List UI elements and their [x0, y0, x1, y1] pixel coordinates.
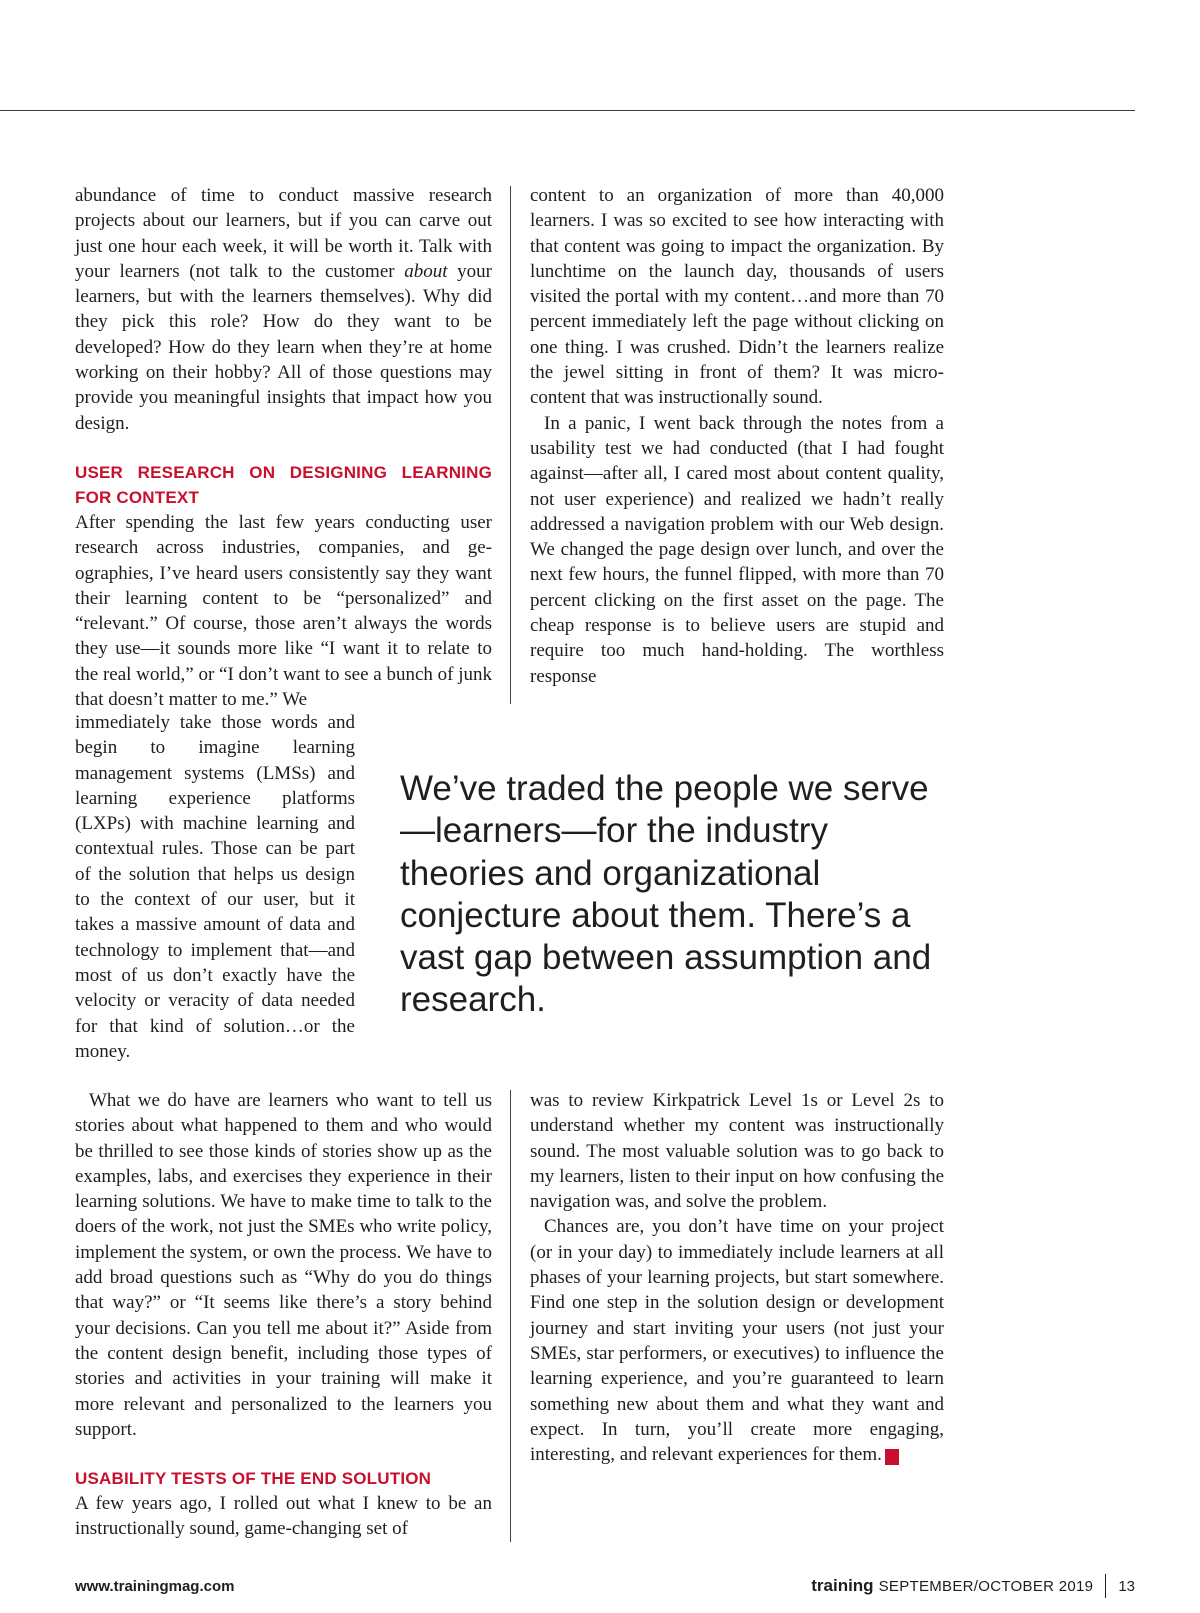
footer-folio	[811, 1574, 1135, 1598]
left-column-bottom	[75, 1088, 492, 1542]
paragraph: What we do have are learners who want to tell us stories about what happened to them and who would be thrilled to see those kinds of stories show up as the examples, labs, and exercises they experience in their learning solutions. We have to make time to talk to the doers of the work, not just the SMEs who write policy, implement the system, or own the process. We have to add broad questions such as “Why do you do things that way?” or “It seems like there’s a story behind your decisions. Can you tell me about it?” Aside from the content design benefit, including those types of stories and activities in your training will make it more relevant and personalized to the learners you support.	[75, 1090, 492, 1440]
section-heading-user-research: USER RESEARCH ON DESIGNING LEARNING FOR CONTEXT	[75, 462, 492, 507]
footer-divider	[1105, 1574, 1106, 1598]
paragraph: immediately take those words and begin to imagine learning management systems (LMSs) and learning experience platforms (LXPs) with machine learning and contextual rules. Those can be part of the solution that helps us design to the context of our user, but it takes a massive amount of data and technology to implement that—and most of us don’t exactly have the velocity or veracity of data needed for that kind of solution…or the money.	[75, 712, 355, 1062]
issue-date: SEPTEMBER/OCTOBER 2019	[878, 1577, 1094, 1595]
magazine-brand: training	[811, 1576, 874, 1595]
paragraph: was to review Kirkpatrick Level 1s or Level 2s to understand whether my content was instructionally sound. The most valuable solution was to go back to my learners, listen to their input on how confusing the navigation was, and solve the problem.	[530, 1090, 944, 1213]
left-column-top	[75, 183, 492, 712]
column-divider	[510, 186, 511, 704]
footer-url: www.trainingmag.com	[75, 1578, 235, 1595]
paragraph: A few years ago, I rolled out what I knew to be an instructionally sound, game-changing set of	[75, 1493, 492, 1540]
emphasis: about	[404, 260, 448, 282]
column-divider	[510, 1090, 511, 1542]
paragraph: content to an organization of more than 40,000 learners. I was so excited to see how interacting with that content was going to impact the organization. By lunchtime on the launch day, thousands of users visited the portal with my content…and more than 70 percent immediately left the page without clicking on one thing. I was crushed. Didn’t the learners realize the jewel sitting in front of them? It was micro-content that was instructionally sound.	[530, 185, 944, 409]
left-column-narrow	[75, 710, 355, 1064]
section-heading-usability-tests: USABILITY TESTS OF THE END SOLUTION	[75, 1469, 432, 1489]
end-mark-icon: t	[885, 1449, 899, 1465]
pull-quote: We’ve traded the people we serve—learners—for the industry theories and organizational conjecture about them. There’s a vast gap between assumption and research.	[400, 769, 932, 1020]
top-rule	[0, 110, 1135, 111]
paragraph: abundance of time to conduct massive research projects about our learners, but if you can carve out just one hour each week, it will be worth it. Talk with your learners (not talk to the customer about your learners, but with the learners themselves). Why did they pick this role? How do they want to be developed? How do they learn when they’re at home working on their hobby? All of those questions may provide you meaningful insights that impact how you design.	[75, 185, 493, 434]
right-column-top	[530, 183, 944, 689]
right-column-bottom	[530, 1088, 944, 1467]
paragraph: Chances are, you don’t have time on your project (or in your day) to immediately include learners at all phases of your learning projects, but start somewhere. Find one step in the solution design or development journey and start inviting your users (not just your SMEs, star performers, or executives) to influence the learning experience, and you’re guaranteed to learn something new about them and what they want and expect. In turn, you’ll create more engaging, interesting, and relevant experiences for them. t	[530, 1216, 944, 1466]
paragraph: In a panic, I went back through the notes from a usability test we had conducted (that I had fought against—after all, I cared most about content quality, not user experience) and realized we hadn’t really addressed a navigation problem with our Web design. We changed the page design over lunch, and over the next few hours, the funnel flipped, with more than 70 percent clicking on the first asset on the page. The cheap response is to believe users are stupid and require too much hand-holding. The worthless response	[530, 412, 944, 687]
paragraph: After spending the last few years conducting user research across industries, companies, and geographies, I’ve heard users consistently say they want their learning content to be “personalized” and “relevant.” Of course, those aren’t always the words they use—it sounds more like “I want it to relate to the real world,” or “I don’t want to see a bunch of junk that doesn’t matter to me.” We	[75, 511, 492, 711]
page-number: 13	[1118, 1577, 1135, 1595]
